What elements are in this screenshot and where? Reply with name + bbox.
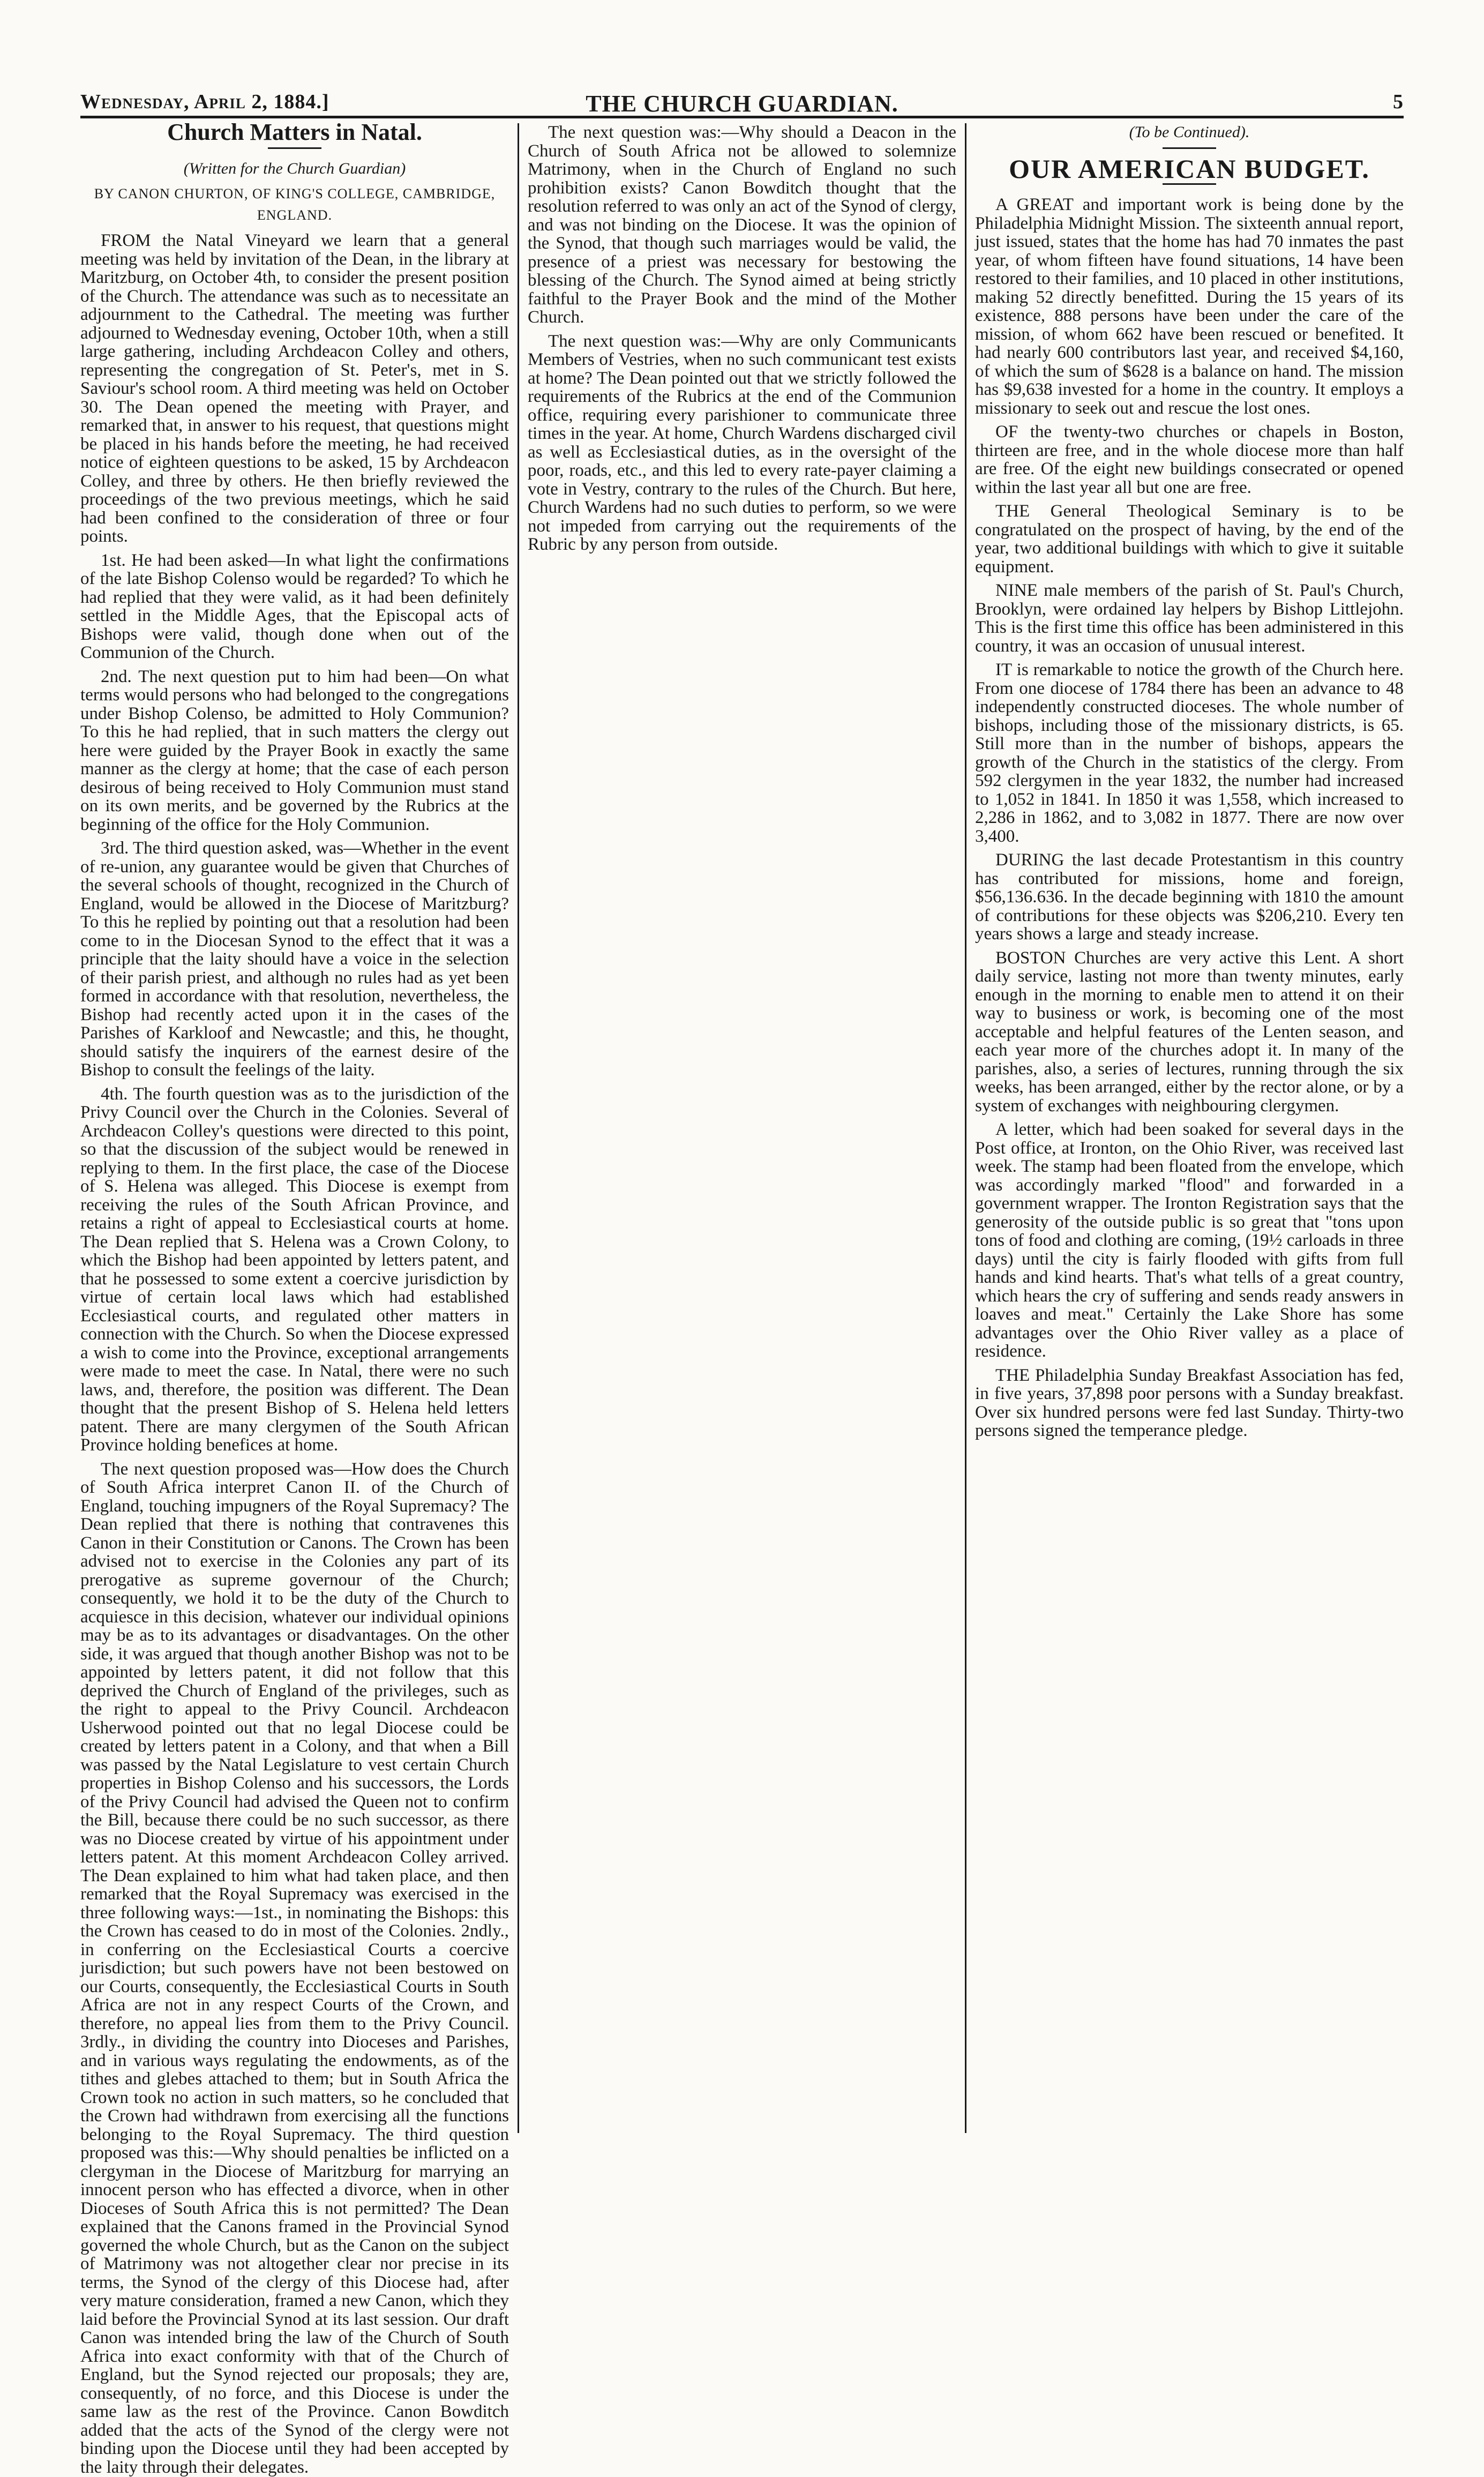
paragraph: THE General Theological Seminary is to be congratulated on the prospect of having, by the end of the year, two additional buildings with which to give it suitable equipment.	[975, 502, 1404, 577]
masthead	[80, 90, 1404, 118]
paragraph: IT is remarkable to notice the growth of the Church here. From one diocese of 1784 there has been an advance to 48 independently constructed dioceses. The whole number of bishops, including those of the missionary districts, is 65. Still more than in the number of bishops, appears the growth of the Church in the statistics of the clergy. From 592 clergymen in the year 1832, the number had increased to 1,052 in 1841. In 1850 it was 1,558, which increased to 2,286 in 1862, and to 3,082 in 1877. There are now over 3,400.	[975, 660, 1404, 846]
paragraph: THE Philadelphia Sunday Breakfast Association has fed, in five years, 37,898 poor persons with a Sunday breakfast. Over six hundred persons were fed last Sunday. Thirty-two persons signed the temperance pledge.	[975, 1365, 1404, 1440]
paragraph: A letter, which had been soaked for several days in the Post office, at Ironton, on the Ohio River, was received last week. The stamp had been floated from the envelope, which was accordingly marked "flood" and forwarded in a government wrapper. The Ironton Registration says that the generosity of the outside public is so great that "tons upon tons of food and clothing are coming, (19½ carloads in three days) until the city is fairly flooded with gifts from full hands and kind hearts. That's what tells of a great country, which hears the cry of suffering and sends ready answers in loaves and meat." Certainly the Lake Shore has some advantages over the Ohio River valley as a place of residence.	[975, 1120, 1404, 1361]
column-1	[80, 119, 509, 2477]
page-number: 5	[1393, 91, 1404, 113]
article-title: OUR AMERICAN BUDGET.	[1009, 153, 1370, 184]
paragraph: BOSTON Churches are very active this Lent. A short daily service, lasting not more than twenty minutes, early enough in the morning to enable men to attend it on their way to business or work, is becoming one of the most acceptable and helpful features of the Lenten season, and each year more of the churches adopt it. In many of the parishes, also, a series of lectures, running through the six weeks, has been arranged, either by the rector alone, or by a system of exchanges with neighbouring clergymen.	[975, 948, 1404, 1116]
column-rule	[965, 123, 966, 2133]
article-title: Church Matters in Natal.	[167, 119, 422, 145]
paragraph: The next question was:—Why should a Deacon in the Church of South Africa not be allowed to solemnize Matrimony, when in the Church of England no such prohibition exists? Canon Bowditch thought that the resolution referred to was only an act of the Synod of clergy, and was not binding on the Diocese. It was the opinion of the Synod, that though such marriages would be valid, the presence of a priest was necessary for bestowing the blessing of the Church. The Synod aimed at being strictly faithful to the Prayer Book and the mind of the Mother Church.	[528, 123, 957, 327]
article-byline: BY CANON CHURTON, OF KING'S COLLEGE, CAMBRIDGE, ENGLAND.	[94, 186, 496, 223]
paragraph: DURING the last decade Protestantism in this country has contributed for missions, home and foreign, $56,136.636. In the decade beginning with 1810 the amount of contributions for these objects was $206,210. Every ten years shows a large and steady increase.	[975, 850, 1404, 944]
paragraph: 2nd. The next question put to him had been—On what terms would persons who had belonged to the congregations under Bishop Colenso, be admitted to Holy Communion? To this he had replied, that in such matters the clergy out here were guided by the Prayer Book in exactly the same manner as the clergy at home; that the case of each person desirous of being received to Holy Communion must stand on its own merits, and be governed by the Rubrics at the beginning of the office for the Holy Communion.	[80, 667, 509, 834]
issue-date: Wednesday, April 2, 1884.]	[80, 91, 329, 113]
paragraph: 3rd. The third question asked, was—Whether in the event of re-union, any guarantee would be given that Churches of the several schools of thought, recognized in the Church of England, would be allowed in the Diocese of Maritzburg? To this he replied by pointing out that a resolution had been come to in the Diocesan Synod to the effect that it was a principle that the laity should have a voice in the selection of their parish priest, and although no rules had as yet been formed in accordance with that resolution, nevertheless, the Bishop had recently acted upon it in the cases of the Parishes of Karkloof and Newcastle; and this, he thought, should satisfy the inquirers of the earnest desire of the Bishop to consult the feelings of the laity.	[80, 839, 509, 1080]
paragraph: A GREAT and important work is being done by the Philadelphia Midnight Mission. The sixteenth annual report, just issued, states that the home has had 70 inmates the past year, of whom fifteen have found situations, 14 have been restored to their families, and 10 placed in other institutions, making 52 directly benefitted. During the 15 years of its existence, 888 persons have been under the care of the mission, of whom 662 have been rescued or benefited. It had nearly 600 contributors last year, and received $4,160, of which the sum of $628 is a balance on hand. The mission has $9,638 invested for a home in the country. It employs a missionary to seek out and rescue the lost ones.	[975, 195, 1404, 418]
divider	[268, 147, 321, 149]
paragraph: 1st. He had been asked—In what light the confirmations of the late Bishop Colenso would be regarded? To which he had replied that they were valid, as it had been definitely settled in the Middle Ages, that the Episcopal acts of Bishops were valid, though done when out of the Communion of the Church.	[80, 550, 509, 662]
paragraph: OF the twenty-two churches or chapels in Boston, thirteen are free, and in the whole diocese more than half are free. Of the eight new buildings consecrated or opened within the last year all but one are free.	[975, 422, 1404, 497]
paragraph-continues: The next question proposed was—How does the Church of South Africa interpret Canon II. of the Church of England, touching impugners of the Royal Supremacy? The Dean replied that there is nothing that contravenes this Canon in their Constitution or Canons. The Crown has been advised not to exercise in the Colonies any part of its prerogative as supreme governour of the Church; consequently, we hold it to be the duty of the Church to acquiesce in this decision, whatever our individual opinions may be as to its advantages or disadvantages. On the other side, it was argued that though another Bishop was not to be appointed by letters patent, it did not follow that this deprived the Church of England of the privileges, such as the right to appeal to the Privy Council. Archdeacon Usherwood pointed out that no legal Diocese could be created by letters patent in a Colony, and that when a Bill was passed by the Natal Legislature to vest certain Church properties in Bishop Colenso and his successors, the Lords of the Privy Council had advised the Queen not to confirm the Bill, because there could be no such successor, as there was no Diocese created by virtue of his appointment under letters patent. At this moment Archdeacon Colley arrived. The Dean explained to him what had taken place, and then remarked that the Royal Supremacy was exercised in the three following ways:—1st., in nominating the Bishops: this the Crown has ceased to do in most of the Colonies. 2ndly., in conferring on the Ecclesiastical Courts a coercive jurisdiction; but such powers have not been bestowed on our Courts, consequently, the Ecclesiastical Courts in South Africa are not in any respect Courts of the Crown, and therefore, no appeal lies from them to the Privy Council. 3rdly., in dividing the country into Dioceses and Parishes, and in various ways regulating the endowments, as of the tithes and glebes attached to them; but in South Africa the Crown took no action in such matters, so he concluded that the Crown had withdrawn from exercising all the functions belonging to the Royal Supremacy. The third question proposed was this:—Why should penalties be inflicted on a clergyman in the Diocese of Maritzburg for marrying an innocent person who has effected a divorce, when in other Dioceses of South Africa this is not permitted? The Dean explained that the Canons framed in the Provincial Synod governed the whole Church, but as the Canon on the subject of Matrimony was not altogether clear nor precise in its terms, the Synod of the clergy of this Diocese had, after very mature consideration, framed a new Canon, which they laid before the Provincial Synod at its last session. Our draft Canon was intended bring the law of the Church of South Africa into exact conformity with that of the Church of England, but the Synod rejected our proposals; they are, consequently, of no force, and this Diocese is under the same law as the rest of the Province. Canon Bowditch added that the acts of the Synod of the clergy were not binding upon the Diocese until they had been accepted by the laity through their delegates.	[80, 1459, 509, 2477]
paragraph: The next question was:—Why are only Communicants Members of Vestries, when no such communicant test exists at home? The Dean pointed out that we strictly followed the requirements of the Rubrics at the end of the Communion office, requiring every parishioner to communicate three times in the year. At home, Church Wardens discharged civil as well as Ecclesiastical duties, as in the oversight of the poor, roads, etc., and this led to every rate-payer claiming a vote in Vestry, contrary to the rules of the Church. But here, Church Wardens had no such duties to perform, so we were not impeded from carrying out the requirements of the Rubric by any person from outside.	[528, 331, 956, 554]
article-credit: (Written for the Church Guardian)	[183, 159, 406, 177]
column-3	[975, 123, 1404, 2133]
paragraph: NINE male members of the parish of St. Paul's Church, Brooklyn, were ordained lay helpers by Bishop Littlejohn. This is the first time this office has been administered in this country, it was an occasion of unusual interest.	[975, 581, 1404, 656]
continued-note: (To be Continued).	[1129, 123, 1250, 141]
column-rule	[518, 123, 519, 2133]
divider	[1163, 147, 1216, 149]
paragraph: 4th. The fourth question was as to the jurisdiction of the Privy Council over the Church in the Colonies. Several of Archdeacon Colley's questions were directed to this point, so that the discussion of the subject would be renewed in replying to them. In the first place, the case of the Diocese of S. Helena was alleged. This Diocese is exempt from receiving the rules of the South African Province, and retains a right of appeal to Ecclesiastical courts at home. The Dean replied that S. Helena was a Crown Colony, to which the Bishop had been appointed by letters patent, and that he possessed to some extent a coercive jurisdiction by virtue of certain local laws which had established Ecclesiastical courts, and regulated other matters in connection with the Church. So when the Diocese expressed a wish to come into the Province, exceptional arrangements were made to meet the case. In Natal, there were no such laws, and, therefore, the position was different. The Dean thought that the present Bishop of S. Helena held letters patent. There are many clergymen of the South African Province holding benefices at home.	[80, 1084, 509, 1455]
column-2	[528, 123, 956, 2133]
paper-title: THE CHURCH GUARDIAN.	[586, 91, 898, 117]
paragraph: FROM the Natal Vineyard we learn that a general meeting was held by invitation of the Dean, in the library at Maritzburg, on October 4th, to consider the present position of the Church. The attendance was such as to necessitate an adjournment to the Cathedral. The meeting was further adjourned to Wednesday evening, October 10th, when a still large gathering, including Archdeacon Colley and others, representing the congregation of St. Peter's, met in S. Saviour's school room. A third meeting was held on October 30. The Dean opened the meeting with Prayer, and remarked that, in answer to his request, that questions might be placed in his hands before the meeting, he had received notice of eighteen questions to be asked, 15 by Archdeacon Colley, and three by others. He then briefly reviewed the proceedings of the two previous meetings, which he said had been confined to the consideration of three or four points.	[80, 231, 509, 546]
